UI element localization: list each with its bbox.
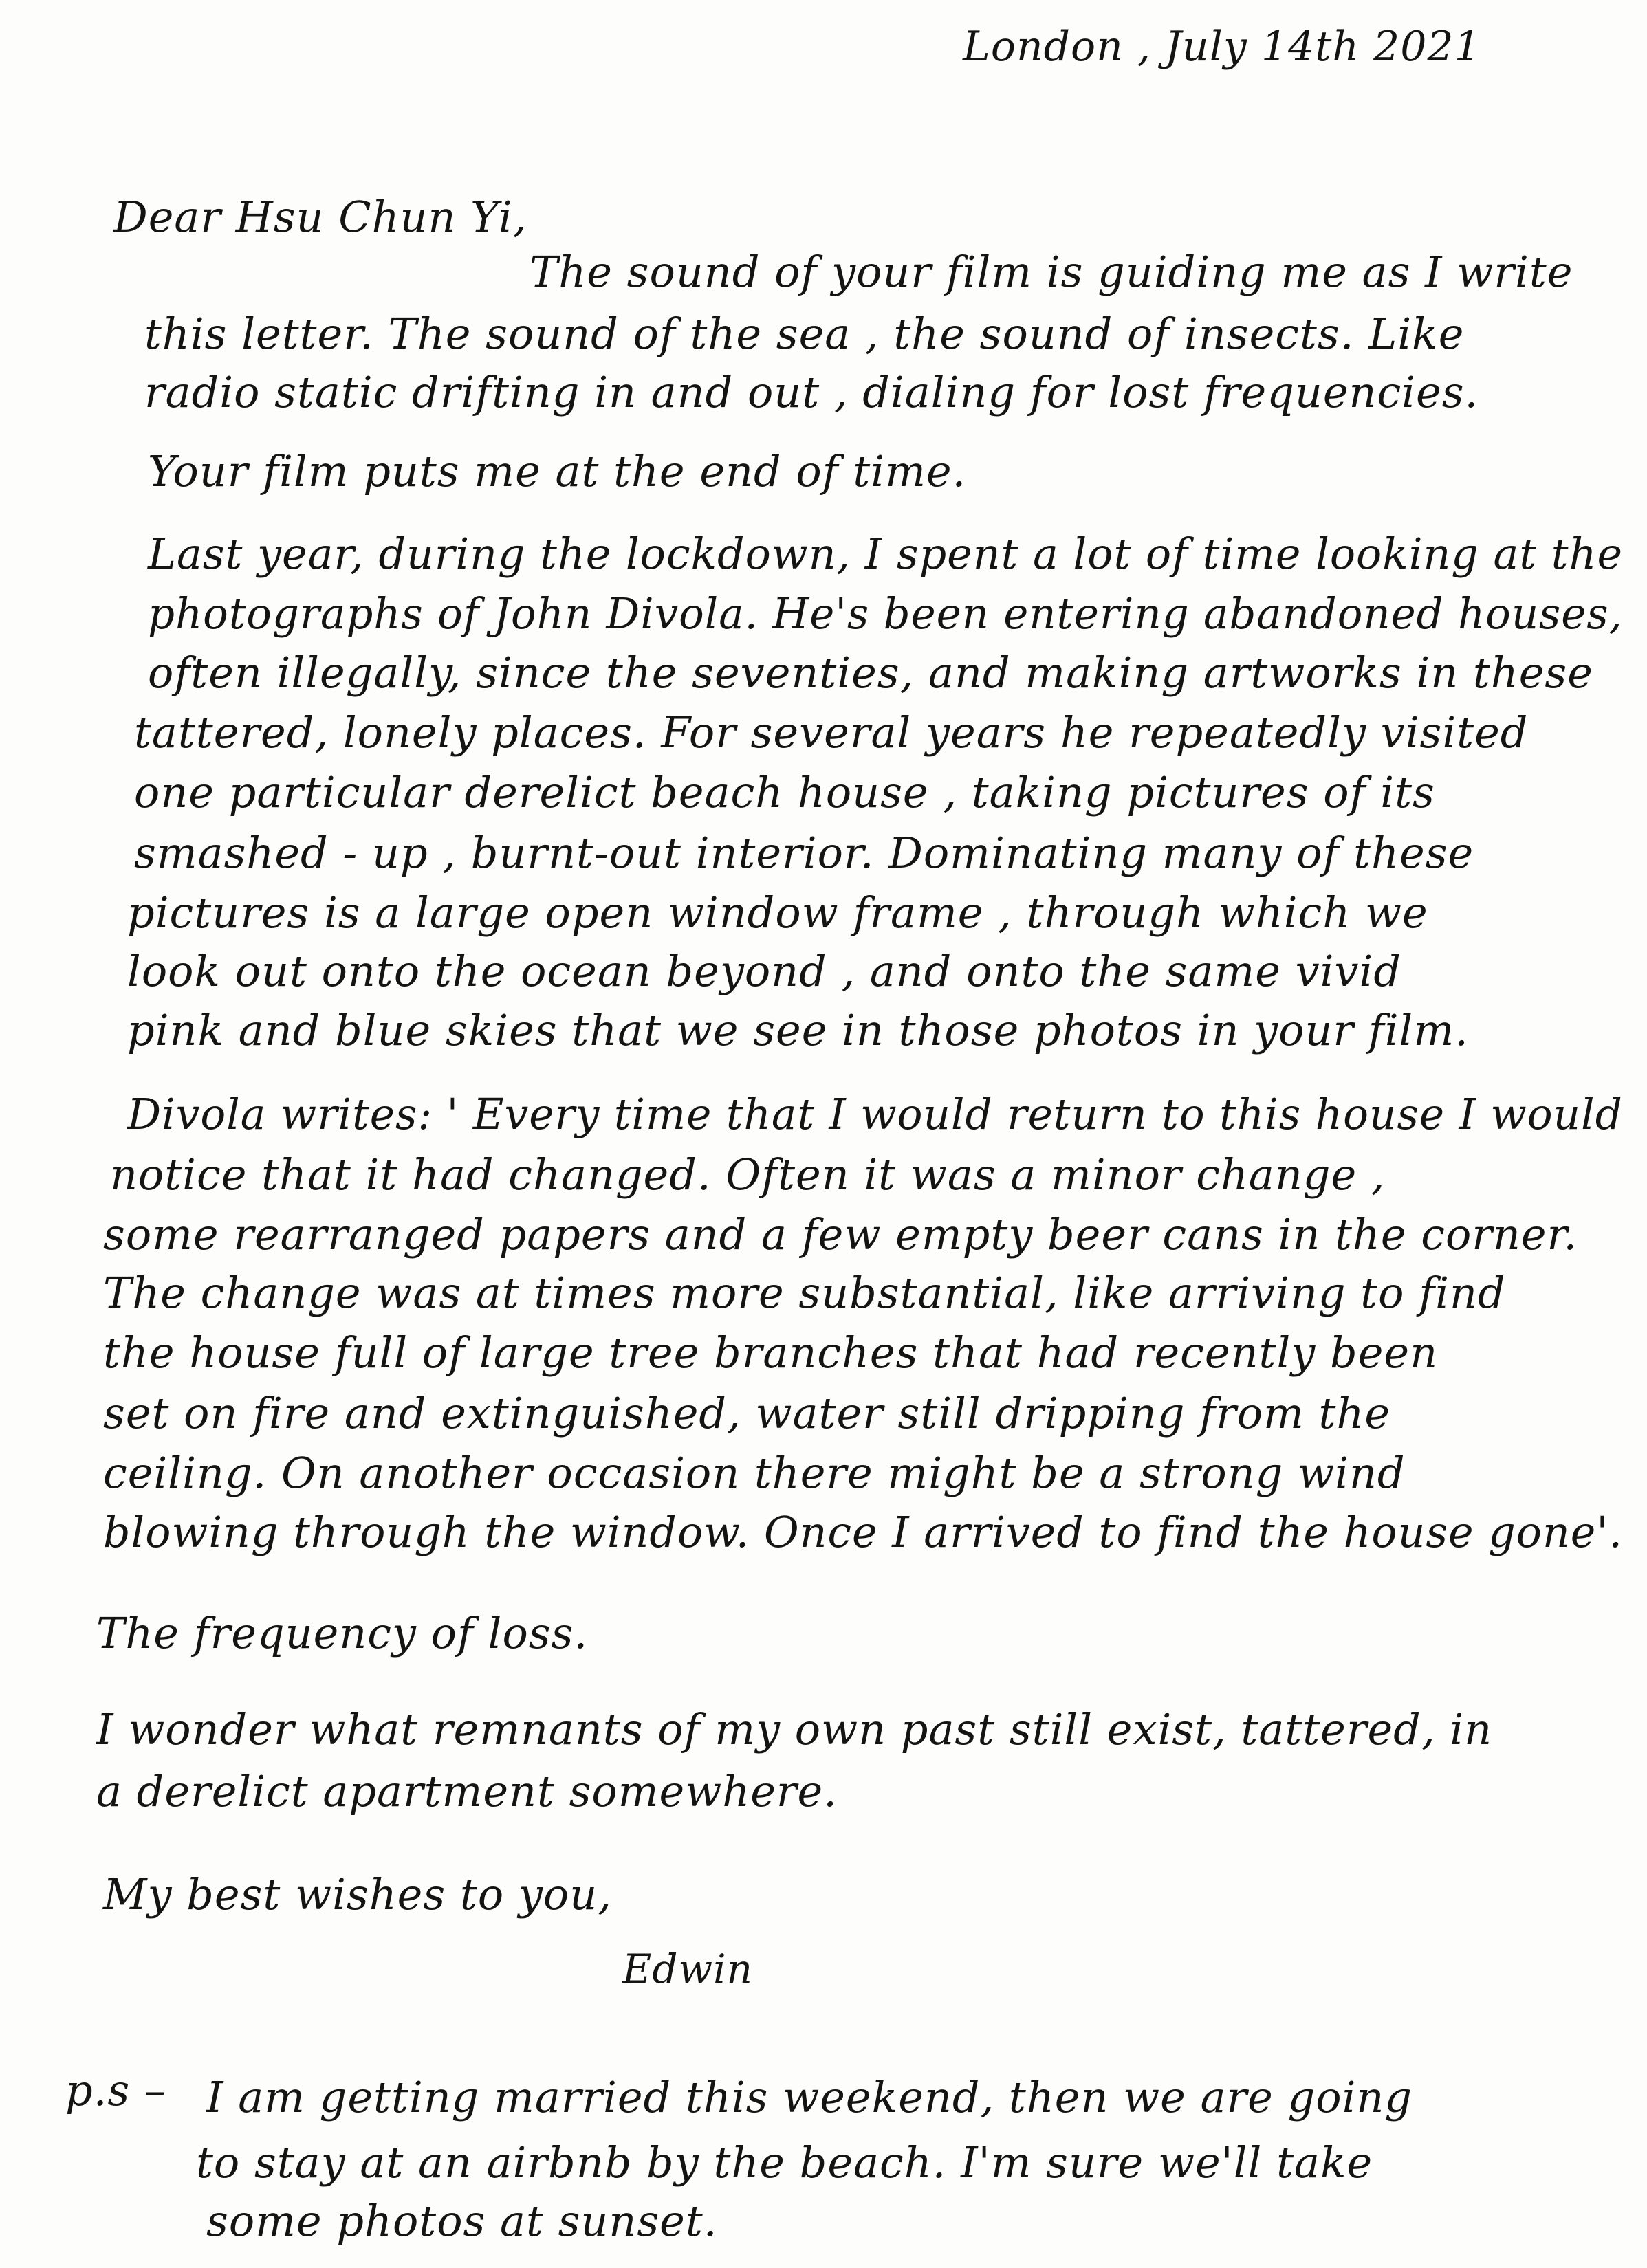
paragraph-6-line-2: a derelict apartment somewhere. — [96, 1766, 838, 1816]
paragraph-6-line-1: I wonder what remnants of my own past still exist, tattered, in — [96, 1704, 1493, 1754]
paragraph-4-line-4: The change was at times more substantial, like arriving to find — [103, 1268, 1506, 1318]
postscript-line-2: to stay at an airbnb by the beach. I'm sure we'll take — [196, 2137, 1373, 2188]
paragraph-3-line-6: smashed - up , burnt-out interior. Dominating many of these — [134, 828, 1474, 878]
paragraph-1-line-3: radio static drifting in and out , dialing for lost frequencies. — [144, 367, 1479, 417]
paragraph-3-line-5: one particular derelict beach house , taking pictures of its — [134, 767, 1435, 817]
paragraph-3-line-4: tattered, lonely places. For several years he repeatedly visited — [134, 707, 1529, 758]
paragraph-3-line-7: pictures is a large open window frame , through which we — [127, 888, 1428, 938]
paragraph-1-line-2: this letter. The sound of the sea , the sound of insects. Like — [144, 309, 1465, 359]
paragraph-3-line-9: pink and blue skies that we see in those photos in your film. — [127, 1005, 1469, 1055]
paragraph-3-line-2: photographs of John Divola. He's been entering abandoned houses, — [148, 588, 1623, 639]
paragraph-3-line-8: look out onto the ocean beyond , and onto the same vivid — [127, 946, 1402, 996]
postscript-line-3: some photos at sunset. — [206, 2196, 718, 2246]
dateline: London , July 14th 2021 — [963, 23, 1481, 71]
paragraph-3-line-3: often illegally, since the seventies, and making artworks in these — [148, 648, 1593, 698]
paragraph-5-line-1: The frequency of loss. — [96, 1608, 589, 1658]
paragraph-4-line-3: some rearranged papers and a few empty beer cans in the corner. — [103, 1209, 1578, 1259]
paragraph-4-line-5: the house full of large tree branches that had recently been — [103, 1328, 1439, 1378]
paragraph-2-line-1: Your film puts me at the end of time. — [148, 446, 967, 496]
paragraph-1-line-1: The sound of your film is guiding me as I write — [530, 247, 1573, 297]
paragraph-4-line-8: blowing through the window. Once I arrived to find the house gone'. — [103, 1507, 1623, 1557]
signature: Edwin — [622, 1946, 754, 1992]
postscript-line-1: I am getting married this weekend, then we are going — [206, 2072, 1413, 2122]
postscript-label: p.s – — [65, 2065, 166, 2115]
paragraph-4-line-2: notice that it had changed. Often it was a minor change , — [110, 1149, 1386, 1200]
paragraph-4-line-6: set on fire and extinguished, water still dripping from the — [103, 1388, 1391, 1438]
paragraph-4-line-7: ceiling. On another occasion there might be a strong wind — [103, 1448, 1406, 1498]
paragraph-3-line-1: Last year, during the lockdown, I spent a lot of time looking at the — [148, 529, 1624, 579]
salutation: Dear Hsu Chun Yi, — [113, 192, 527, 242]
closing: My best wishes to you, — [103, 1869, 612, 1919]
paragraph-4-line-1: Divola writes: ' Every time that I would return to this house I would — [127, 1089, 1623, 1139]
